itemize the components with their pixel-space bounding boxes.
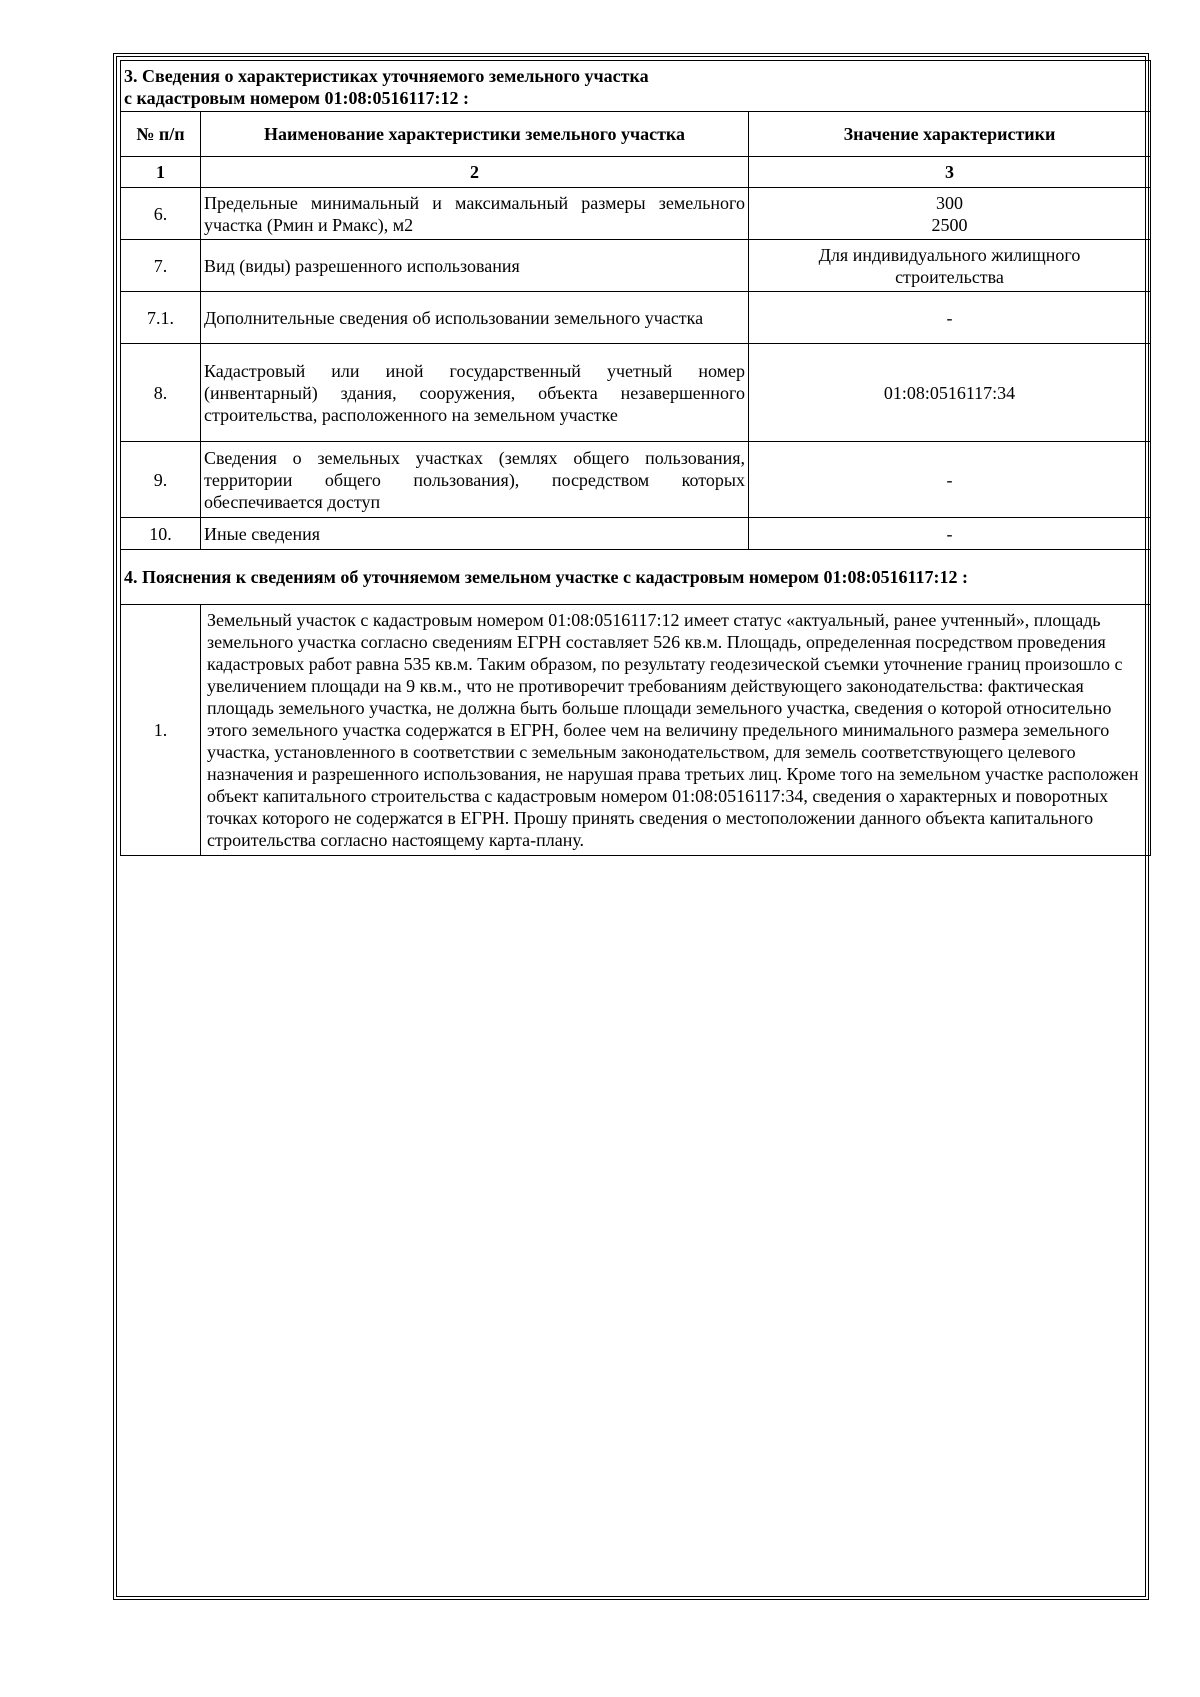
- row-value-line: 300: [936, 192, 963, 213]
- table-row: [121, 240, 1151, 292]
- row-value: [749, 188, 1151, 240]
- header-num: № п/п: [121, 112, 201, 157]
- table-row: [121, 344, 1151, 442]
- row-value: [749, 240, 1151, 292]
- row-name: Дополнительные сведения об использовании земельного участка: [201, 292, 749, 344]
- column-number-2: 2: [201, 157, 749, 188]
- row-num: 10.: [121, 518, 201, 550]
- section4-title: 4. Пояснения к сведениям об уточняемом земельном участке с кадастровым номером 01:08:0516117:12 :: [121, 550, 1151, 605]
- column-number-1: 1: [121, 157, 201, 188]
- header-value: Значение характеристики: [749, 112, 1151, 157]
- row-num: 8.: [121, 344, 201, 442]
- row-num: 9.: [121, 442, 201, 518]
- row-value: 01:08:0516117:34: [749, 344, 1151, 442]
- row-name: Предельные минимальный и максимальный размеры земельного участка (Pмин и Рмакс), м2: [201, 188, 749, 240]
- row-value: -: [749, 518, 1151, 550]
- explanation-text: Земельный участок с кадастровым номером 01:08:0516117:12 имеет статус «актуальный, ранее учтенный», площадь земельного участка согласно сведениям ЕГРН составляет 526 кв.м. Площадь, определенная посредством проведения кадастровых работ равна 535 кв.м. Таким образом, по результату геодезической съемки уточнение границ произошло с увеличением площади на 9 кв.м., что не противоречит требованиям действующего законодательства: фактическая площадь земельного участка, не должна быть больше площади земельного участка, сведения о которой относительно этого земельного участка содержатся в ЕГРН, более чем на величину предельного минимального размера земельного участка, установленного в соответствии с земельным законодательством, для земель соответствующего целевого назначения и разрешенного использования, не нарушая права третьих лиц. Кроме того на земельном участке расположен объект капитального строительства с кадастровым номером 01:08:0516117:34, сведения о характерных и поворотных точках которого не содержатся в ЕГРН. Прошу принять сведения о местоположении данного объекта капитального строительства согласно настоящему карта-плану.: [201, 605, 1151, 856]
- row-name: Вид (виды) разрешенного использования: [201, 240, 749, 292]
- row-num: 6.: [121, 188, 201, 240]
- page-content: [120, 60, 1142, 1593]
- row-name: Иные сведения: [201, 518, 749, 550]
- column-number-row: [121, 157, 1151, 188]
- explanation-row: [121, 605, 1151, 856]
- row-name: Кадастровый или иной государственный учетный номер (инвентарный) здания, сооружения, объекта незавершенного строительства, расположенного на земельном участке: [201, 344, 749, 442]
- row-value: -: [749, 442, 1151, 518]
- characteristics-table: [120, 60, 1151, 856]
- section3-title-line2: с кадастровым номером 01:08:0516117:12 :: [124, 88, 470, 108]
- row-value-line: строительства: [895, 266, 1004, 287]
- explanation-num: 1.: [121, 605, 201, 856]
- header-row: [121, 112, 1151, 157]
- table-row: [121, 188, 1151, 240]
- row-value-line: 2500: [931, 214, 968, 235]
- header-name: Наименование характеристики земельного участка: [201, 112, 749, 157]
- column-number-3: 3: [749, 157, 1151, 188]
- table-row: [121, 518, 1151, 550]
- page-frame: [113, 53, 1149, 1600]
- row-value-line: Для индивидуального жилищного: [818, 244, 1081, 265]
- section3-title-row: [121, 61, 1151, 112]
- section3-title: [121, 61, 1151, 112]
- row-value: -: [749, 292, 1151, 344]
- table-row: [121, 292, 1151, 344]
- section4-title-row: [121, 550, 1151, 605]
- section3-title-line1: 3. Сведения о характеристиках уточняемого земельного участка: [124, 66, 649, 86]
- row-name: Сведения о земельных участках (землях общего пользования, территории общего пользования), посредством которых обеспечивается доступ: [201, 442, 749, 518]
- row-num: 7.1.: [121, 292, 201, 344]
- table-row: [121, 442, 1151, 518]
- row-num: 7.: [121, 240, 201, 292]
